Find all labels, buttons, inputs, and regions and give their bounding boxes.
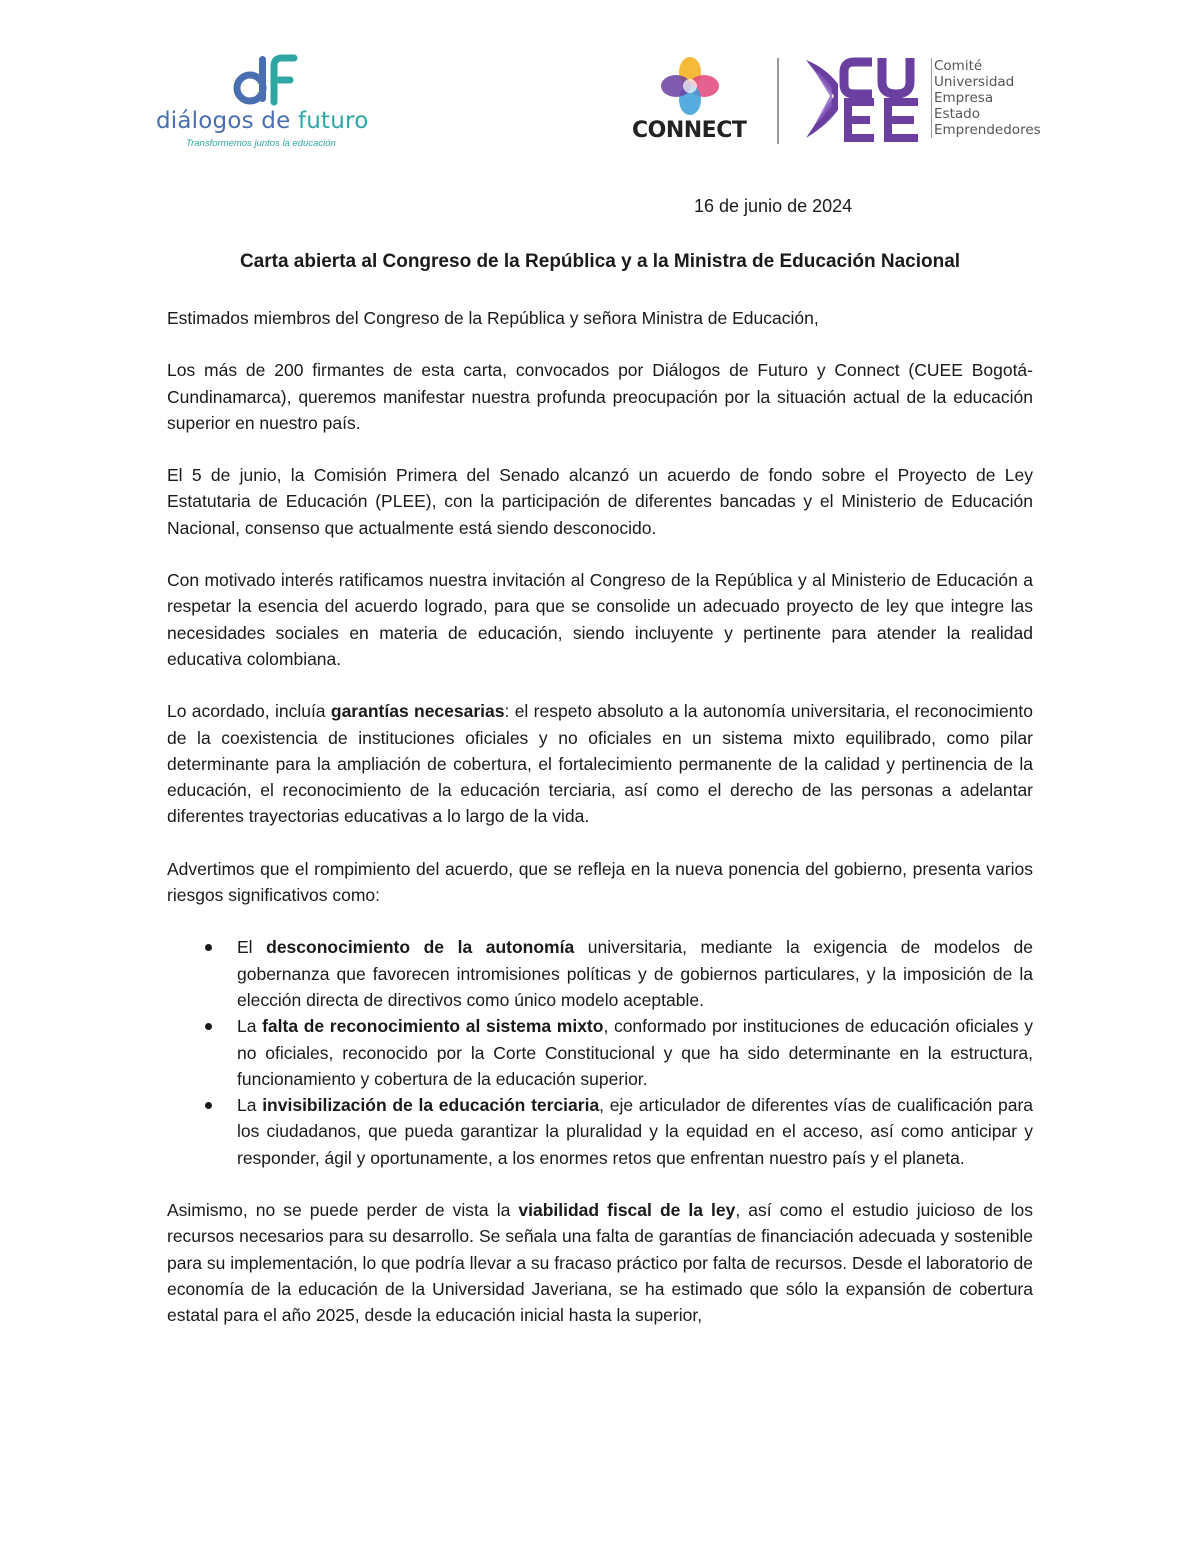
cuee-line: Empresa	[934, 90, 994, 106]
bullet-icon	[205, 944, 212, 951]
bold-phrase: falta de reconocimiento al sistema mixto	[262, 1016, 604, 1037]
cuee-line: Emprendedores	[934, 122, 1041, 138]
letter-title: Carta abierta al Congreso de la República y a la Ministra de Educación Nacional	[239, 251, 961, 272]
cuee-line: Universidad	[934, 74, 1015, 90]
cuee-line: Estado	[934, 106, 980, 122]
letter-body	[167, 305, 1033, 1355]
paragraph-3: Con motivado interés ratificamos nuestra invitación al Congreso de la República y al Ministerio de Educación a respetar la esencia del acuerdo logrado, para que se consolide un adecuado proyecto de ley que integre las necesidades sociales en materia de educación, siendo incluyente y pertinente para atender la realidad educativa colombiana.	[167, 570, 1033, 669]
risk-list	[167, 934, 1033, 1171]
df-brand-name: diálogos de futuro	[156, 108, 369, 134]
bold-phrase: garantías necesarias	[330, 701, 505, 722]
bold-phrase: invisibilización de la educación terciaria	[262, 1095, 600, 1116]
letter-date: 16 de junio de 2024	[694, 196, 853, 216]
bullet-icon	[205, 1023, 212, 1030]
paragraph-4: Lo acordado, incluía garantías necesarias: el respeto absoluto a la autonomía universitaria, el reconocimiento de la coexistencia de instituciones oficiales y no oficiales en un sistema mixto equilibrado, como pilar determinante para la ampliación de cobertura, el fortalecimiento permanente de la calidad y pertinencia de la educación, el reconocimiento de la educación terciaria, así como el derecho de las personas a adelantar diferentes trayectorias educativas a lo largo de la vida.	[167, 701, 1034, 827]
paragraph-2: El 5 de junio, la Comisión Primera del Senado alcanzó un acuerdo de fondo sobre el Proyecto de Ley Estatutaria de Educación (PLEE), con la participación de diferentes bancadas y el Ministerio de Educación Nacional, consenso que actualmente está siendo desconocido.	[167, 465, 1033, 538]
paragraph-1: Los más de 200 firmantes de esta carta, convocados por Diálogos de Futuro y Connect (CUEE Bogotá-Cundinamarca), queremos manifestar nuestra profunda preocupación por la situación actual de la educación superior en nuestro país.	[167, 360, 1033, 433]
df-tagline: Transformemos juntos la educación	[186, 138, 336, 149]
connect-logo	[628, 52, 758, 152]
list-item: El desconocimiento de la autonomía universitaria, mediante la exigencia de modelos de gobernanza que favorecen intromisiones políticas y de gobiernos particulares, y la imposición de la elección directa de directivos como único modelo aceptable.	[167, 934, 1033, 1013]
salutation: Estimados miembros del Congreso de la República y señora Ministra de Educación,	[167, 308, 819, 328]
logo-divider	[777, 58, 779, 144]
connect-wordmark: CONNECT	[632, 118, 747, 143]
bold-phrase: desconocimiento de la autonomía	[266, 937, 575, 958]
cuee-logo	[804, 56, 1064, 146]
paragraph-5: Advertimos que el rompimiento del acuerdo, que se refleja en la nueva ponencia del gobierno, presenta varios riesgos significativos como:	[167, 858, 1033, 906]
df-monogram-icon	[228, 52, 308, 108]
paragraph-6: Asimismo, no se puede perder de vista la viabilidad fiscal de la ley, así como el estudio juicioso de los recursos necesarios para su desarrollo. Se señala una falta de garantías de financiación adecuada y sostenible para su implementación, lo que podría llevar a su fracaso práctico por falta de recursos. Desde el laboratorio de economía de la educación de la Universidad Javeriana, se ha estimado que sólo la expansión de cobertura estatal para el año 2025, desde la educación inicial hasta la superior,	[167, 1200, 1033, 1326]
cuee-emblem-icon	[804, 56, 922, 142]
bold-phrase: viabilidad fiscal de la ley	[518, 1200, 736, 1221]
cuee-name-lines	[931, 58, 1041, 138]
dialogos-de-futuro-logo	[150, 52, 390, 152]
cuee-line: Comité	[934, 58, 983, 74]
list-item: La falta de reconocimiento al sistema mixto, conformado por instituciones de educación oficiales y no oficiales, reconocido por la Corte Constitucional y que ha sido determinante en la estructura, funcionamiento y cobertura de la educación superior.	[167, 1013, 1033, 1092]
list-item: La invisibilización de la educación terciaria, eje articulador de diferentes vías de cualificación para los ciudadanos, que pueda garantizar la pluralidad y la equidad en el acceso, así como anticipar y responder, ágil y oportunamente, a los enormes retos que enfrentan nuestro país y el planeta.	[167, 1092, 1033, 1171]
bullet-icon	[205, 1102, 212, 1109]
connect-flower-icon	[658, 54, 722, 118]
